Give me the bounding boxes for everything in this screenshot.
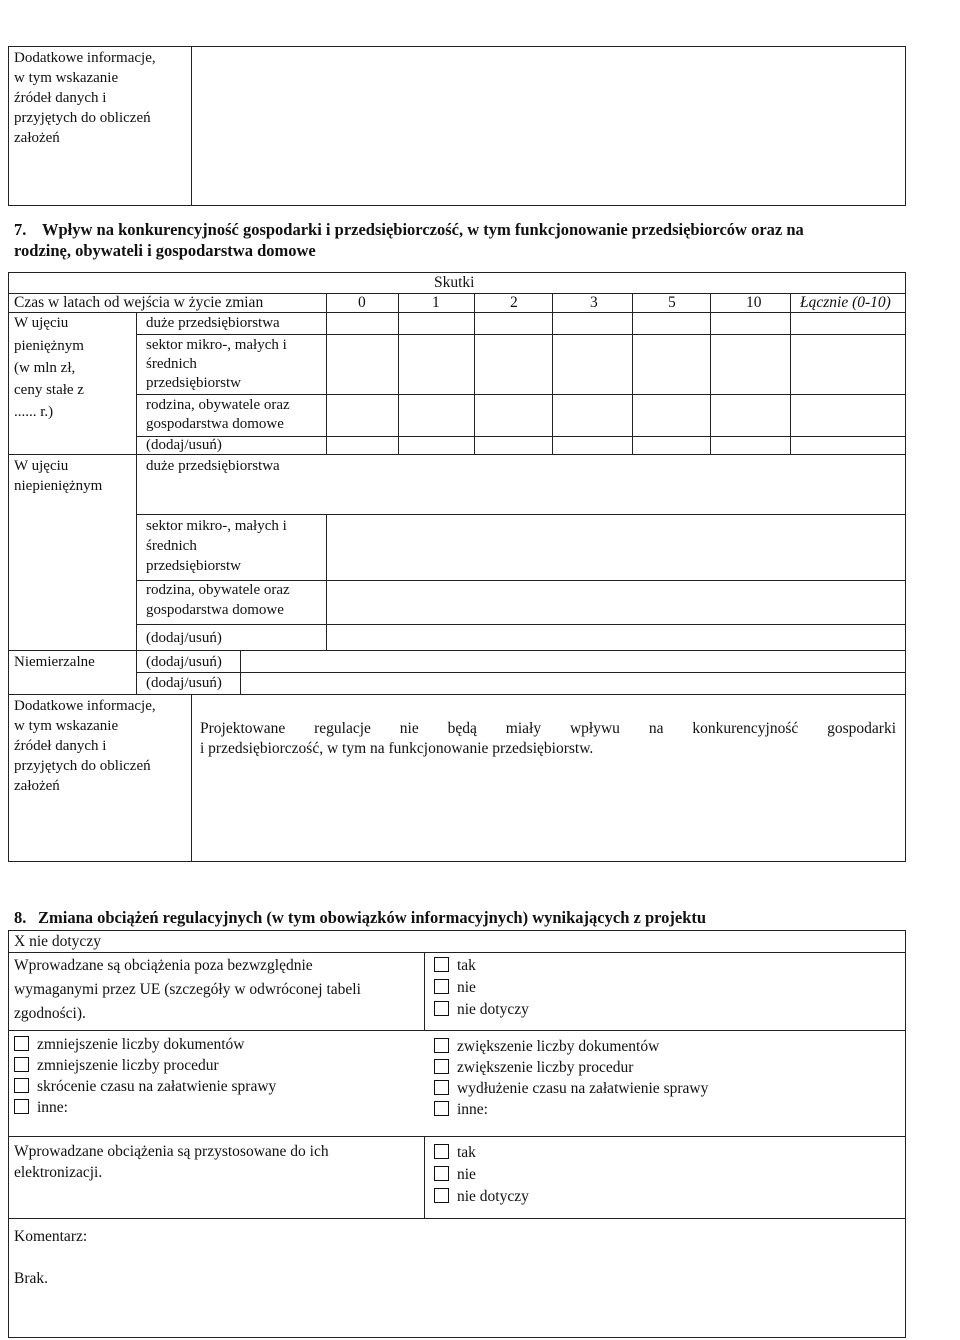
year-1: 1 <box>432 294 440 311</box>
q2-option-nie[interactable]: nie <box>434 1164 476 1186</box>
unmeasurable-add-remove-1[interactable]: (dodaj/usuń) <box>146 654 222 670</box>
section7-number: 7. <box>14 220 27 239</box>
checkbox-icon[interactable] <box>14 1036 29 1051</box>
q1-option-tak[interactable]: tak <box>434 955 476 977</box>
checkbox-icon[interactable] <box>434 1059 449 1074</box>
nonmonetary-large-enterprises: duże przedsiębiorstwa <box>146 458 280 474</box>
year-3: 3 <box>590 294 598 311</box>
time-label: Czas w latach od wejścia w życie zmian <box>14 294 264 311</box>
section7-title-line1: Wpływ na konkurencyjność gospodarki i przedsiębiorczość, w tym funkcjonowanie przedsiębiorców oraz na <box>42 220 804 239</box>
year-0: 0 <box>358 294 366 311</box>
comment-label: Komentarz: <box>14 1228 88 1245</box>
monetary-large-enterprises: duże przedsiębiorstwa <box>146 315 280 331</box>
checkbox-icon[interactable] <box>434 1101 449 1116</box>
year-2: 2 <box>510 294 518 311</box>
nonmonetary-add-remove[interactable]: (dodaj/usuń) <box>146 630 222 646</box>
section8-title: Zmiana obciążeń regulacyjnych (w tym obowiązków informacyjnych) wynikających z projektu <box>38 908 707 927</box>
reduce-other-option[interactable]: inne: <box>14 1097 68 1119</box>
not-applicable-mark[interactable]: X nie dotyczy <box>14 933 101 950</box>
checkbox-icon[interactable] <box>434 1188 449 1203</box>
increase-other-option[interactable]: inne: <box>434 1099 488 1121</box>
checkbox-icon[interactable] <box>434 1038 449 1053</box>
checkbox-icon[interactable] <box>434 979 449 994</box>
unmeasurable-add-remove-2[interactable]: (dodaj/usuń) <box>146 675 222 691</box>
checkbox-icon[interactable] <box>14 1057 29 1072</box>
increase-procedures-option[interactable]: zwiększenie liczby procedur <box>434 1057 633 1079</box>
q2-option-nie-dotyczy[interactable]: nie dotyczy <box>434 1186 529 1208</box>
checkbox-icon[interactable] <box>434 1080 449 1095</box>
checkbox-icon[interactable] <box>14 1078 29 1093</box>
reduce-procedures-option[interactable]: zmniejszenie liczby procedur <box>14 1055 219 1077</box>
year-10: 10 <box>746 294 762 311</box>
total-label: Łącznie (0-10) <box>800 294 891 311</box>
checkbox-icon[interactable] <box>434 1166 449 1181</box>
section7-title-line2: rodzinę, obywateli i gospodarstwa domowe <box>14 241 316 260</box>
q1-option-nie-dotyczy[interactable]: nie dotyczy <box>434 999 529 1021</box>
checkbox-icon[interactable] <box>434 957 449 972</box>
checkbox-icon[interactable] <box>434 1144 449 1159</box>
checkbox-icon[interactable] <box>14 1099 29 1114</box>
comment-value[interactable]: Brak. <box>14 1270 49 1287</box>
q1-option-nie[interactable]: nie <box>434 977 476 999</box>
additional-info-text-line2: i przedsiębiorczość, w tym na funkcjonowanie przedsiębiorstw. <box>200 740 594 757</box>
increase-documents-option[interactable]: zwiększenie liczby dokumentów <box>434 1036 659 1058</box>
skutki-header: Skutki <box>434 274 475 291</box>
shorten-time-option[interactable]: skrócenie czasu na załatwienie sprawy <box>14 1076 276 1098</box>
checkbox-icon[interactable] <box>434 1001 449 1016</box>
additional-info-text-line1: Projektowane regulacje nie będą miały wpływu na konkurencyjność gospodarki <box>200 720 896 737</box>
q2-option-tak[interactable]: tak <box>434 1142 476 1164</box>
monetary-add-remove[interactable]: (dodaj/usuń) <box>146 437 222 453</box>
top-info-divider <box>191 46 192 206</box>
year-5: 5 <box>668 294 676 311</box>
unmeasurable-label: Niemierzalne <box>14 654 95 670</box>
reduce-documents-option[interactable]: zmniejszenie liczby dokumentów <box>14 1034 244 1056</box>
extend-time-option[interactable]: wydłużenie czasu na załatwienie sprawy <box>434 1078 708 1100</box>
section8-number: 8. <box>14 908 27 927</box>
